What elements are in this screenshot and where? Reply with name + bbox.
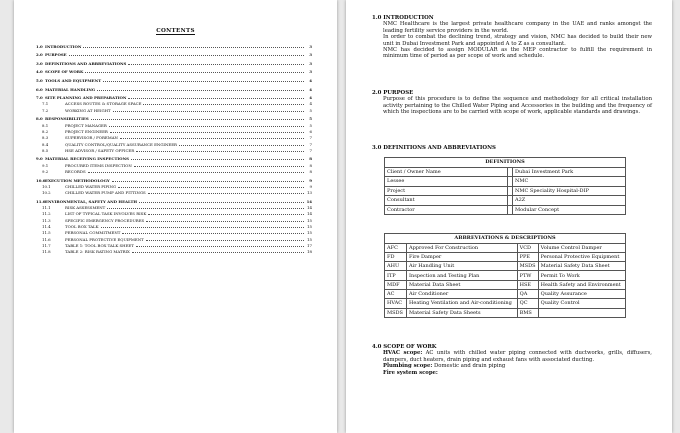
- definition-row: [385, 205, 626, 215]
- toc-entry-title: CHILLED WATER PIPING: [65, 183, 117, 189]
- toc-entry-number: 10.0: [36, 177, 46, 183]
- toc-entry-number: 8.5: [42, 147, 49, 153]
- definition-term: Consultant: [385, 196, 508, 206]
- toc-entry-page: 9: [309, 183, 312, 189]
- document-page: [346, 0, 672, 433]
- toc-entry-title: SITE PLANNING AND PREPARATION: [45, 95, 127, 101]
- toc-entry[interactable]: [36, 49, 312, 58]
- toc-entry-number: 11.3: [42, 217, 51, 223]
- toc-entry-page: 15: [307, 236, 312, 242]
- toc-entry-title: SUPERVISOR / FOREMAN: [65, 135, 118, 141]
- toc-entry-page: 7: [309, 135, 312, 141]
- definition-term: Project: [385, 186, 508, 196]
- toc-entry-title: INTRODUCTION: [45, 43, 82, 49]
- toc-entry-page: 4: [309, 77, 312, 83]
- abbreviation-code: MSDS: [517, 262, 538, 271]
- toc-entry-number: 7.1: [42, 101, 49, 107]
- toc-dot-leader: [88, 172, 304, 173]
- abbreviation-row: [385, 252, 626, 261]
- toc-dot-leader: [122, 233, 304, 234]
- definitions-table-title: DEFINITIONS: [385, 158, 626, 168]
- toc-dot-leader: [103, 81, 304, 82]
- toc-entry-title: RISK ASSESSMENT: [65, 205, 106, 211]
- scope-item-text: Domestic and drain piping: [432, 363, 506, 370]
- abbreviation-description: Approved For Construction: [407, 243, 518, 252]
- toc-entry-number: 8.3: [42, 135, 49, 141]
- toc-entry-number: 9.0: [36, 156, 43, 162]
- toc-dot-leader: [148, 214, 304, 215]
- toc-entry-page: 6: [309, 128, 312, 134]
- toc-entry-number: 4.0: [36, 69, 43, 75]
- toc-entry-number: 11.5: [42, 230, 51, 236]
- toc-entry-title: LIST OF TYPICAL TASK INVOLVES RISK: [65, 211, 147, 217]
- toc-entry-number: 10.1: [42, 183, 51, 189]
- toc-dot-leader: [112, 181, 304, 182]
- toc-entry-page: 4: [309, 95, 312, 101]
- toc-entry[interactable]: [36, 248, 312, 254]
- toc-entry-page: 15: [307, 230, 312, 236]
- toc-entry-page: 7: [309, 147, 312, 153]
- toc-entry-page: 15: [307, 217, 312, 223]
- abbreviation-description: Fire Damper: [407, 252, 518, 261]
- toc-entry-number: 8.0: [36, 116, 43, 122]
- abbreviation-description: Volume Control Damper: [538, 243, 625, 252]
- toc-entry[interactable]: [36, 66, 312, 75]
- toc-entry-page: 3: [309, 69, 312, 75]
- toc-dot-leader: [120, 138, 304, 139]
- toc-list: [36, 40, 312, 254]
- toc-dot-leader: [134, 166, 304, 167]
- toc-entry-number: 11.1: [42, 205, 51, 211]
- abbreviation-code: BMS: [517, 308, 538, 317]
- intro-body: [372, 21, 652, 59]
- toc-entry-number: 9.1: [42, 162, 49, 168]
- definitions-heading: 3.0 DEFINITIONS AND ABBREVIATIONS: [372, 145, 496, 151]
- abbreviations-table: [384, 233, 626, 318]
- toc-entry-title: PROJECT ENGINEER: [65, 128, 108, 134]
- abbreviation-code: VCD: [517, 243, 538, 252]
- toc-dot-leader: [118, 187, 304, 188]
- abbreviation-description: Health Safety and Environment: [538, 280, 625, 289]
- toc-entry-page: 13: [307, 190, 312, 196]
- definition-row: [385, 186, 626, 196]
- toc-entry-number: 11.7: [42, 242, 51, 248]
- toc-entry-page: 15: [307, 223, 312, 229]
- toc-entry-number: 9.2: [42, 169, 49, 175]
- toc-entry[interactable]: [36, 83, 312, 92]
- toc-entry-number: 11.6: [42, 236, 51, 242]
- toc-dot-leader: [101, 227, 304, 228]
- toc-title: CONTENTS: [156, 28, 195, 34]
- abbreviation-code: QA: [517, 289, 538, 298]
- toc-entry-page: 7: [309, 141, 312, 147]
- toc-entry[interactable]: [36, 57, 312, 66]
- toc-dot-leader: [107, 208, 304, 209]
- toc-dot-leader: [136, 246, 304, 247]
- toc-dot-leader: [139, 202, 304, 203]
- scope-item-label: Plumbing scope:: [383, 363, 433, 370]
- toc-entry-page: 17: [307, 242, 312, 248]
- abbreviation-description: Material Safety Data Sheets: [407, 308, 518, 317]
- toc-dot-leader: [132, 252, 304, 253]
- toc-entry-page: 18: [307, 249, 312, 255]
- intro-paragraph: NMC has decided to assign MODULAR as the MEP contractor to fulfill the requirement in minimum time of period as per scope of work and schedule.: [383, 47, 652, 60]
- toc-page: [14, 0, 337, 433]
- toc-dot-leader: [131, 159, 304, 160]
- scope-body: [372, 350, 652, 376]
- toc-entry-title: MATERIAL HANDLING: [45, 86, 96, 92]
- toc-entry-title: CHILLED WATER PUMP AND FITTINGS: [65, 190, 146, 196]
- toc-entry-title: QUALITY CONTROL/QUALITY ASSURANCE ENGINEER: [65, 141, 177, 147]
- toc-dot-leader: [143, 104, 304, 105]
- toc-entry-page: 8: [309, 156, 312, 162]
- abbreviation-description: Quality Control: [538, 299, 625, 308]
- abbreviation-description: Permit To Work: [538, 271, 625, 280]
- abbreviation-code: HSE: [517, 280, 538, 289]
- toc-entry-page: 5: [309, 107, 312, 113]
- abbreviation-row: [385, 243, 626, 252]
- abbreviation-row: [385, 271, 626, 280]
- abbreviation-description: Material Data Sheet: [407, 280, 518, 289]
- toc-entry-title: WORKING AT HEIGHT: [65, 107, 111, 113]
- definition-term: Lessee: [385, 177, 508, 187]
- toc-entry-number: 11.8: [42, 249, 51, 255]
- abbreviation-code: ITP: [385, 271, 407, 280]
- toc-dot-leader: [109, 126, 304, 127]
- toc-entry-title: ACCESS ROUTES & STORAGE SPACE: [65, 101, 142, 107]
- scope-item-label: Fire system scope:: [383, 369, 438, 376]
- toc-entry-page: 9: [309, 177, 312, 183]
- scope-item-text: AC units with chilled water piping connected with ductworks, grills, diffusers, dampers, duct heaters, drain piping and exhaust fans with associated ducting.: [383, 350, 652, 363]
- toc-dot-leader: [179, 145, 304, 146]
- abbreviation-row: [385, 280, 626, 289]
- definition-row: [385, 196, 626, 206]
- toc-entry-page: 3: [309, 43, 312, 49]
- abbreviation-code: QC: [517, 299, 538, 308]
- toc-entry-page: 8: [309, 169, 312, 175]
- abbreviation-row: [385, 299, 626, 308]
- abbreviation-row: [385, 262, 626, 271]
- abbreviation-description: [538, 308, 625, 317]
- toc-entry-number: 1.0: [36, 43, 43, 49]
- abbreviation-code: PTW: [517, 271, 538, 280]
- toc-entry[interactable]: [36, 113, 312, 122]
- toc-dot-leader: [113, 111, 304, 112]
- toc-dot-leader: [97, 90, 304, 91]
- toc-entry-title: DEFINITIONS AND ABBREVIATIONS: [45, 60, 127, 66]
- toc-entry-title: PURPOSE: [45, 52, 67, 58]
- purpose-paragraph: Purpose of this procedure is to define the sequence and methodology for all critical installation activity pertaining to the Chilled Water Piping and Accessories in the building and the frequency of which the inspections are to be carried with scope of work, applicable standards and drawings.: [383, 96, 652, 116]
- toc-entry-page: 5: [309, 122, 312, 128]
- toc-dot-leader: [136, 151, 304, 152]
- toc-entry-title: SCOPE OF WORK: [45, 69, 84, 75]
- toc-entry-number: 7.2: [42, 107, 49, 113]
- abbreviation-code: PPE: [517, 252, 538, 261]
- abbreviation-code: AFC: [385, 243, 407, 252]
- abbreviation-row: [385, 308, 626, 317]
- toc-entry-title: RESPONSIBILITIES: [45, 116, 89, 122]
- abbreviation-code: MSDS: [385, 308, 407, 317]
- scope-item-label: HVAC scope:: [383, 350, 423, 357]
- definition-value: Dubai Investment Park: [513, 167, 626, 177]
- definition-row: [385, 167, 626, 177]
- toc-entry-number: 6.0: [36, 86, 43, 92]
- intro-paragraph: In order to combat the declining trend, strategy and vision, NMC has decided to build their new unit in Dubai Investment Park and appointed A to Z as a consultant.: [383, 34, 652, 47]
- toc-entry-title: PERSONAL PROTECTIVE EQUIPMENT: [65, 236, 144, 242]
- toc-entry[interactable]: [36, 174, 312, 183]
- toc-entry-title: EXECUTION METHODOLOGY: [45, 177, 110, 183]
- definition-value: A2Z: [513, 196, 626, 206]
- scope-item: [383, 350, 652, 363]
- toc-entry-number: 11.2: [42, 211, 51, 217]
- toc-dot-leader: [85, 72, 304, 73]
- abbreviation-description: Personal Protective Equipment: [538, 252, 625, 261]
- toc-entry-page: 4: [309, 86, 312, 92]
- definition-value: Modular Concept: [513, 205, 626, 215]
- toc-entry-number: 8.2: [42, 128, 49, 134]
- abbreviation-row: [385, 289, 626, 298]
- abbreviation-code: AC: [385, 289, 407, 298]
- toc-dot-leader: [148, 193, 304, 194]
- intro-paragraph: NMC Healthcare is the largest private healthcare company in the UAE and ranks amongst the leading fertility service providers in the world.: [383, 21, 652, 34]
- intro-heading: 1.0 INTRODUCTION: [372, 15, 434, 21]
- toc-entry[interactable]: [36, 40, 312, 49]
- toc-entry-title: PERSONAL COMMITMENT: [65, 230, 121, 236]
- toc-entry-title: HSE ADVISOR / SAFETY OFFICER: [65, 147, 135, 153]
- toc-entry-page: 3: [309, 52, 312, 58]
- toc-dot-leader: [91, 119, 304, 120]
- definition-term: Client / Owner Name: [385, 167, 508, 177]
- toc-entry-page: 14: [306, 198, 312, 204]
- toc-entry-number: 8.4: [42, 141, 49, 147]
- toc-entry-title: TOOLS AND EQUIPMENT: [45, 77, 102, 83]
- definition-value: NMC: [513, 177, 626, 187]
- toc-entry[interactable]: [36, 92, 312, 101]
- abbreviation-code: MDF: [385, 280, 407, 289]
- toc-entry-number: 10.2: [42, 190, 51, 196]
- purpose-body: [372, 96, 652, 115]
- toc-entry-number: 3.0: [36, 60, 43, 66]
- toc-entry-number: 7.0: [36, 95, 43, 101]
- toc-dot-leader: [110, 132, 304, 133]
- toc-entry-number: 5.0: [36, 77, 43, 83]
- definitions-table: [384, 157, 626, 215]
- toc-entry-title: ENVIRONMENTAL, SAFETY AND HEALTH: [45, 198, 138, 204]
- abbreviations-table-title: ABBREVIATIONS & DESCRIPTIONS: [385, 234, 626, 244]
- toc-entry-title: TABLE 2: RISK RATING MATRIX: [65, 249, 130, 255]
- scope-item: [383, 370, 652, 376]
- toc-entry-number: 8.1: [42, 122, 49, 128]
- toc-entry-title: PROCURED ITEMS INSPECTION: [65, 162, 132, 168]
- scope-heading: 4.0 SCOPE OF WORK: [372, 344, 437, 350]
- toc-entry-page: 14: [307, 211, 312, 217]
- toc-entry-page: 14: [307, 205, 312, 211]
- abbreviation-description: Inspection and Testing Plan: [407, 271, 518, 280]
- toc-entry-title: RECORDS: [65, 169, 86, 175]
- toc-entry-number: 2.0: [36, 52, 43, 58]
- toc-dot-leader: [69, 55, 304, 56]
- toc-entry[interactable]: [36, 195, 312, 204]
- abbreviation-description: Material Safety Data Sheet: [538, 262, 625, 271]
- toc-entry-page: 3: [309, 60, 312, 66]
- toc-dot-leader: [128, 64, 304, 65]
- abbreviation-code: FD: [385, 252, 407, 261]
- abbreviation-code: HVAC: [385, 299, 407, 308]
- abbreviation-description: Heating Ventilation and Air-conditioning: [407, 299, 518, 308]
- toc-entry-title: PROJECT MANAGER: [65, 122, 107, 128]
- toc-entry-title: TOOL BOX TALK: [65, 223, 99, 229]
- definition-term: Contractor: [385, 205, 508, 215]
- abbreviation-description: Air Handling Unit: [407, 262, 518, 271]
- toc-dot-leader: [128, 98, 304, 99]
- toc-entry-number: 11.0: [36, 198, 46, 204]
- toc-entry-page: 4: [309, 101, 312, 107]
- toc-dot-leader: [146, 221, 304, 222]
- abbreviation-description: Quality Assurance: [538, 289, 625, 298]
- abbreviation-code: AHU: [385, 262, 407, 271]
- purpose-heading: 2.0 PURPOSE: [372, 90, 414, 96]
- definition-value: NMC Speciality Hospital-DIP: [513, 186, 626, 196]
- toc-dot-leader: [83, 47, 304, 48]
- toc-dot-leader: [146, 240, 304, 241]
- toc-entry[interactable]: [36, 153, 312, 162]
- toc-entry[interactable]: [36, 74, 312, 83]
- toc-entry-number: 11.4: [42, 223, 51, 229]
- toc-entry-title: SPECIFIC EMERGENCY PROCEDURES: [65, 217, 145, 223]
- definition-row: [385, 177, 626, 187]
- toc-entry-page: 5: [309, 116, 312, 122]
- toc-entry-page: 8: [309, 162, 312, 168]
- toc-entry-title: TABLE 1: TOOL BOX TALK SHEET: [65, 242, 134, 248]
- abbreviation-description: Air Conditioner: [407, 289, 518, 298]
- toc-entry-title: MATERIAL RECEIVING INSPECTIONS: [45, 156, 129, 162]
